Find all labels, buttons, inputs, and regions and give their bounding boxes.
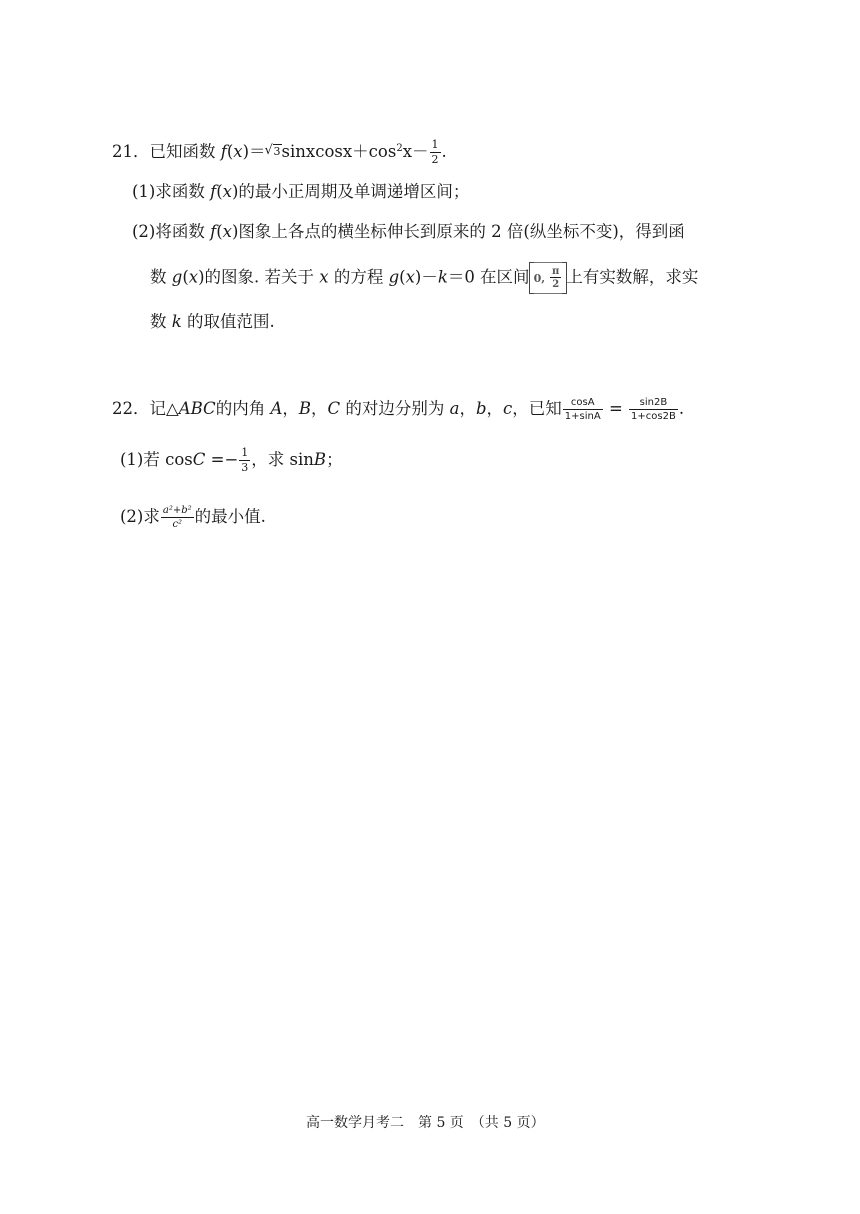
q21-number: 21．	[112, 142, 150, 162]
q22-number: 22．	[112, 399, 150, 418]
fraction-a2b2-over-c2: $\frac{\text{a²+b²}}{\text{c²}}$	[162, 505, 192, 530]
q21-part2-line1: (2)将函数 f(x)图象上各点的横坐标伸长到原来的 2 倍(纵坐标不变)，得到函	[132, 222, 685, 241]
q22-part2: (2)求 $\frac{\text{a²+b²}}{\text{c²}}$ 的最小值.	[120, 505, 266, 530]
q22-part1: (1)若 cosC =− $\frac{1}{3}$ ，求 sinB；	[120, 446, 343, 474]
interval-bracket: 0, $\frac{\pi}{2}$	[531, 262, 566, 294]
fraction-cosA: $\frac{\cos A}{1+\sin A}$	[564, 397, 601, 422]
fraction-sin2B: $\frac{\sin 2B}{1+\cos 2B}$	[631, 397, 676, 422]
q21-part2-line3: 数 k 的取值范围.	[150, 312, 275, 331]
q22-stem: 22．记△ABC的内角 A，B，C 的对边分别为 a，b，c，已知 $\frac{\cos A}{1+\sin A}$ = $\frac{\sin 2B}{1+\cos 2B}$ .	[112, 397, 685, 422]
fraction-one-half: $\frac{1}{2}$	[431, 138, 439, 166]
q21-part1: (1)求函数 f(x)的最小正周期及单调递增区间；	[132, 182, 470, 201]
q21-part2-line2: 数 g(x)的图象. 若关于 x 的方程 g(x)－k＝0 在区间 0, $\frac{\pi}{2}$ 上有实数解，求实	[150, 262, 698, 294]
page-footer: 高一数学月考二 第 5 页 （共 5 页）	[306, 1115, 545, 1131]
fraction-one-third: $\frac{1}{3}$	[241, 446, 249, 474]
q21-stem: 21．已知函数 f(x)＝√ $3sinxcosx+\cos^2x-$ $\frac{1}{2}$ .	[112, 139, 447, 166]
sqrt-3: √ 3	[266, 146, 282, 157]
